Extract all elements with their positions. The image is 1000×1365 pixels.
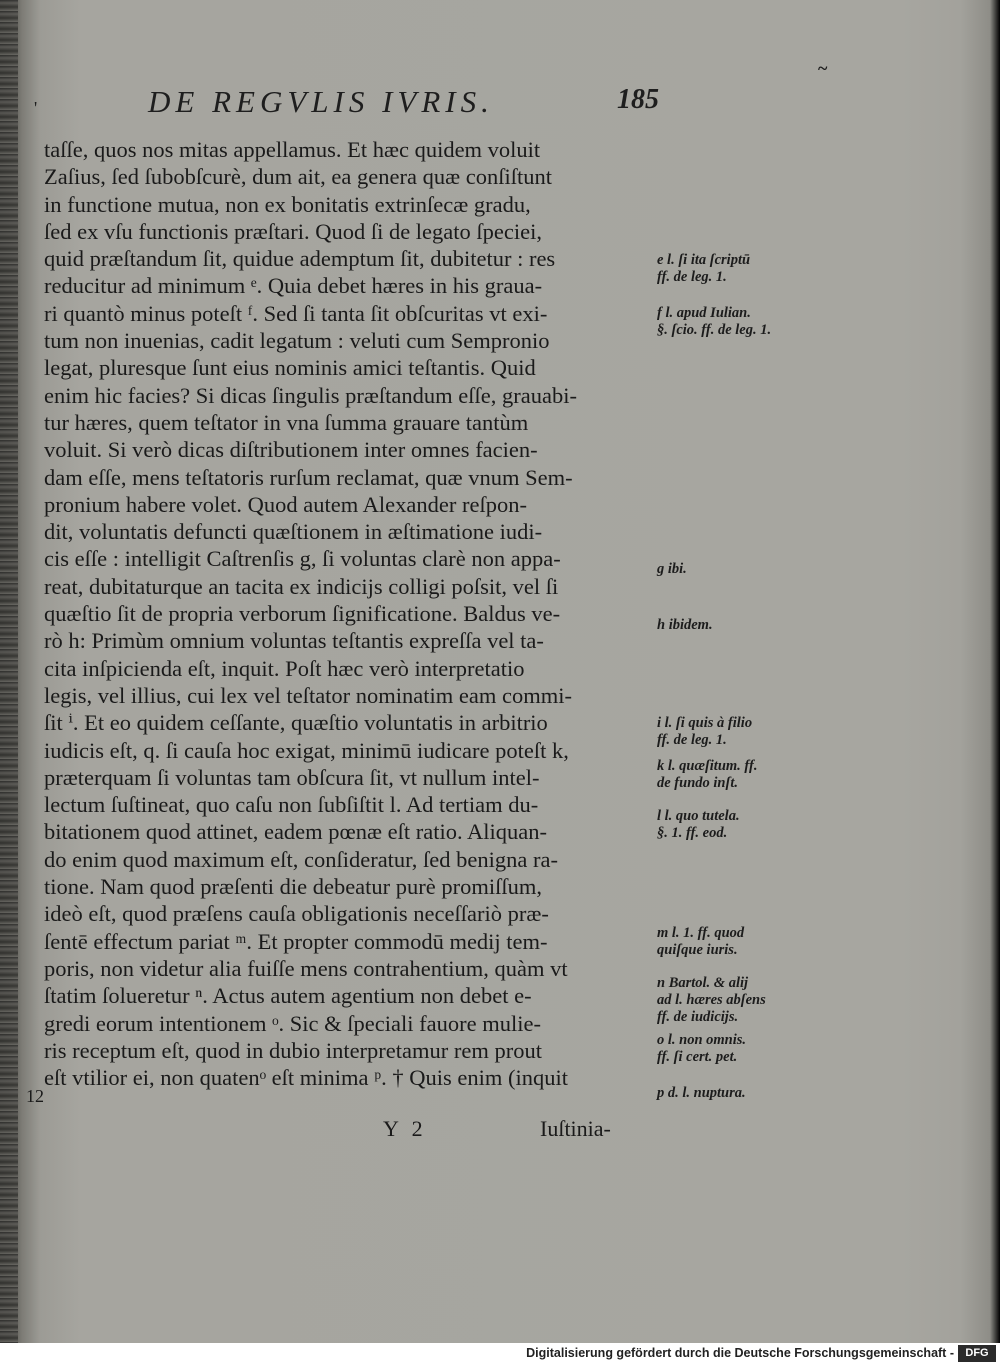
page-number: 185 (617, 84, 659, 115)
text-line: eſt vtilior ei, non quatenᵒ eſt minima ᵖ. † Quis enim (inquit (44, 1065, 569, 1091)
text-line: gredi eorum intentionem ᵒ. Sic & ſpeciali fauore mulie- (44, 1010, 541, 1036)
text-line: ris receptum eſt, quod in dubio interpretamur rem prout (44, 1037, 542, 1063)
footer-bar (0, 1343, 1000, 1365)
text-line: rò h: Primùm omnium voluntas teſtantis expreſſa vel ta- (44, 628, 544, 654)
margin-note (657, 925, 857, 959)
margin-note-line: k l. quæſitum. ff. (657, 758, 758, 774)
margin-note-line: §. 1. ff. eod. (657, 825, 728, 841)
margin-note (657, 808, 857, 842)
text-line: ſit ⁱ. Et eo quidem ceſſante, quæſtio voluntatis in arbitrio (44, 710, 548, 736)
text-line: enim hic facies? Si dicas ſingulis præſtandum eſſe, grauabi- (44, 382, 577, 408)
text-line: cis eſſe : intelligit Caſtrenſis g, ſi voluntas clarè non appa- (44, 546, 561, 572)
footer-text: Digitalisierung gefördert durch die Deutsche Forschungsgemeinschaft - (526, 1346, 954, 1360)
text-line: cita inſpicienda eſt, inquit. Poſt hæc verò interpretatio (44, 655, 525, 681)
text-line: quæſtio ſit de propria verborum ſignificatione. Baldus ve- (44, 601, 561, 627)
text-line: dit, voluntatis defuncti quæſtionem in æſtimatione iudi- (44, 519, 543, 545)
margin-note (657, 561, 857, 578)
text-line: præterquam ſi voluntas tam obſcura ſit, vt nullum intel- (44, 764, 540, 790)
text-line: quid præſtandum ſit, quidue ademptum ſit, dubitetur : res (44, 246, 556, 272)
text-line: ideò eſt, quod præſens cauſa obligationis neceſſariò præ- (44, 901, 549, 927)
margin-note-line: f l. apud Iulian. (657, 305, 751, 321)
margin-note-line: ff. ſi cert. pet. (657, 1049, 738, 1065)
text-line: legat, pluresque ſunt eius nominis amici teſtantis. Quid (44, 355, 536, 381)
text-line: pronium habere volet. Quod autem Alexander reſpon- (44, 491, 527, 517)
margin-note (657, 975, 857, 1026)
text-line: reducitur ad minimum ᵉ. Quia debet hæres in his graua- (44, 273, 543, 299)
margin-note-line: e l. ſi ita ſcriptū (657, 252, 751, 268)
margin-note-line: quiſque iuris. (657, 942, 738, 958)
text-line: iudicis eſt, q. ſi cauſa hoc exigat, minimū iudicare poteſt k, (44, 737, 569, 763)
catchword: Iuſtinia- (540, 1116, 611, 1141)
text-line: do enim quod maximum eſt, conſideratur, ſed benigna ra- (44, 846, 558, 872)
margin-note-line: ff. de leg. 1. (657, 732, 727, 748)
margin-note (657, 1085, 857, 1102)
margin-note-line: h ibidem. (657, 617, 713, 633)
margin-note (657, 252, 857, 286)
text-line: poris, non videtur alia fuiſſe mens contrahentium, quàm vt (44, 955, 568, 981)
margin-note (657, 1032, 857, 1066)
running-head: DE REGVLIS IVRIS. (148, 84, 494, 119)
margin-note (657, 305, 857, 339)
margin-note-line: ff. de leg. 1. (657, 269, 727, 285)
margin-note-line: p d. l. nuptura. (657, 1085, 746, 1101)
text-line: reat, dubitaturque an tacita ex indicijs colligi poſsit, vel ſi (44, 573, 559, 599)
margin-note-line: §. ſcio. ff. de leg. 1. (657, 322, 772, 338)
text-line: tur hæres, quem teſtator in vna ſumma grauare tantùm (44, 409, 529, 435)
text-line: taſſe, quos nos mitas appellamus. Et hæc quidem voluit (44, 137, 541, 162)
margin-note-line: o l. non omnis. (657, 1032, 747, 1048)
body-text (44, 136, 674, 1091)
text-line: Zaſius, ſed ſubobſcurè, dum ait, ea genera quæ conſiſtunt (44, 164, 552, 190)
text-line: lectum ſuſtineat, quo caſu non ſubſiſtit l. Ad tertiam du- (44, 792, 539, 818)
text-line: ſentē effectum pariat ᵐ. Et propter commodū medij tem- (44, 928, 548, 954)
margin-note-line: de fundo inſt. (657, 775, 738, 791)
text-line: ſtatim ſolueretur ⁿ. Actus autem agentium non debet e- (44, 983, 532, 1009)
text-line: voluit. Si verò dicas diſtributionem inter omnes facien- (44, 437, 538, 463)
margin-note-line: m l. 1. ff. quod (657, 925, 745, 941)
text-line: ſed ex vſu functionis præſtari. Quod ſi de legato ſpeciei, (44, 218, 542, 244)
corner-mark-left: ' (34, 98, 38, 118)
text-line: bitationem quod attinet, eadem pœnæ eſt ratio. Aliquan- (44, 819, 548, 845)
margin-note-line: ff. de iudicijs. (657, 1009, 739, 1025)
text-line: ri quantò minus poteſt ᶠ. Sed ſi tanta ſit obſcuritas vt exi- (44, 300, 548, 326)
margin-note-line: ad l. hæres abſens (657, 992, 766, 1008)
corner-mark-top: ~ (818, 58, 828, 78)
text-line: in functione mutua, non ex bonitatis extrinſecæ gradu, (44, 191, 531, 217)
margin-note-line: l l. quo tutela. (657, 808, 740, 824)
margin-note-line: n Bartol. & alij (657, 975, 749, 991)
margin-note (657, 758, 857, 792)
margin-note-line: i l. ſi quis à filio (657, 715, 753, 731)
signature-mark: Y 2 (383, 1116, 427, 1141)
dfg-logo: DFG (958, 1345, 996, 1362)
line-number: 12 (26, 1086, 44, 1106)
text-line: tum non inuenias, cadit legatum : veluti cum Sempronio (44, 328, 550, 354)
text-line: dam eſſe, mens teſtatoris rurſum reclamat, quæ vnum Sem- (44, 464, 573, 490)
text-line: tione. Nam quod præſenti die debeatur purè promiſſum, (44, 874, 543, 900)
margin-note (657, 715, 857, 749)
margin-note (657, 617, 857, 634)
text-line: legis, vel illius, cui lex vel teſtator nominatim eam commi- (44, 682, 573, 708)
margin-note-line: g ibi. (657, 561, 687, 577)
